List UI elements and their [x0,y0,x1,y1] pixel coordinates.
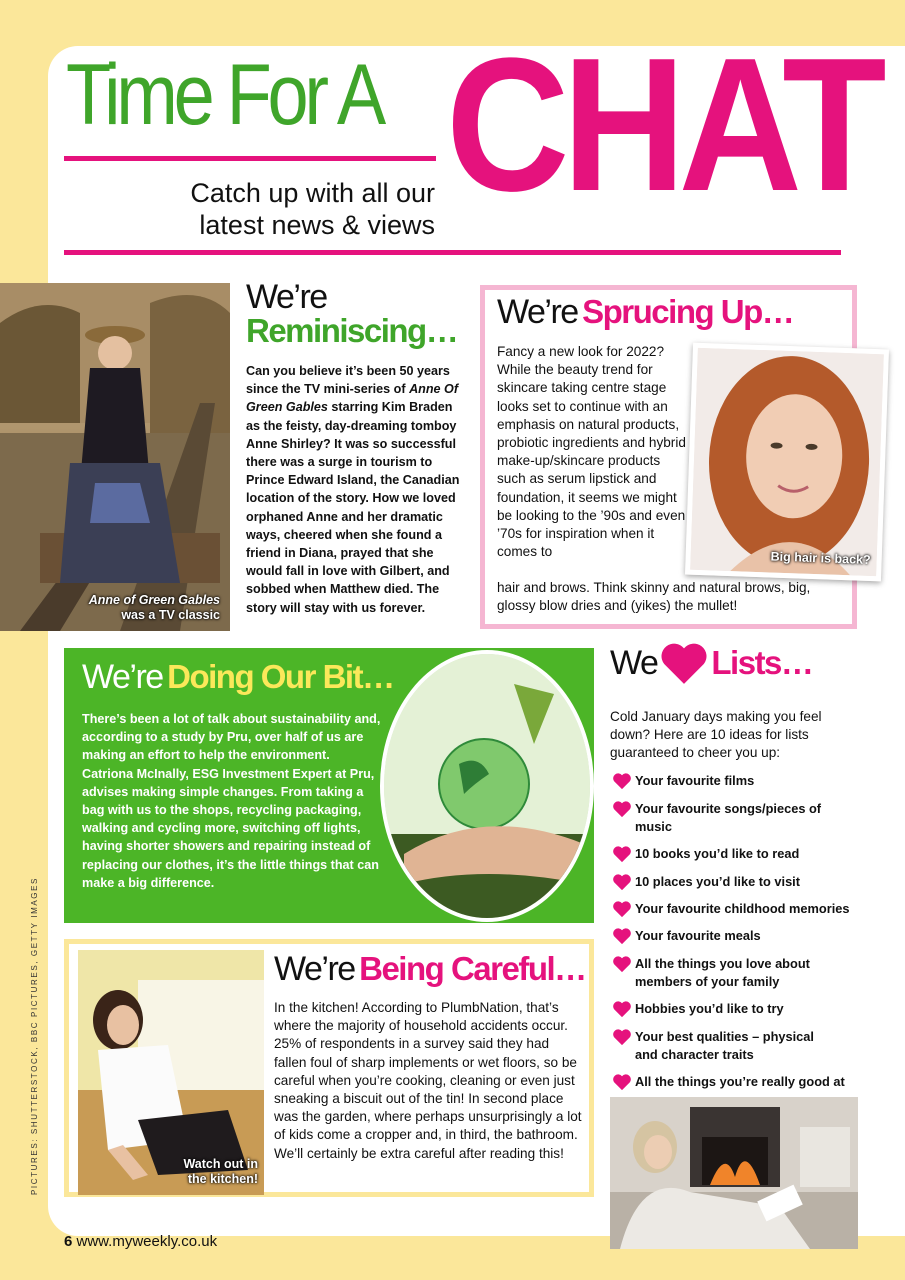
list-item: Your favourite films [612,772,872,790]
list-item: Your favourite childhood memories [612,900,872,918]
photo-credits: PICTURES: SHUTTERSTOCK, BBC PICTURES, GETTY IMAGES [30,877,39,1195]
caption-line1: Anne of Green Gables [88,593,220,607]
list-item: 10 books you’d like to read [612,845,872,863]
lists-heading: We Lists… [610,640,812,686]
site-url: www.myweekly.co.uk [76,1233,218,1250]
reminiscing-were: We’re [246,278,327,316]
page-number: 6 [64,1233,73,1250]
anne-of-green-gables-photo [0,283,230,631]
caption-line2: the kitchen! [187,1172,258,1186]
heart-bullet-icon [612,927,632,945]
careful-photo-caption [183,1157,258,1187]
header-subtitle [150,178,435,242]
subtitle-line1: Catch up with all our [190,178,435,208]
big-hair-photo [685,343,889,582]
heart-icon [659,640,709,686]
caption-line2: was a TV classic [121,608,220,622]
heart-bullet-icon [612,1000,632,1018]
list-item: Hobbies you’d like to try [612,1000,872,1018]
heart-bullet-icon [612,873,632,891]
sprucing-body: Fancy a new look for 2022? While the beauty trend for skincare taking centre stage looks set to continue with an emphasis on natural products, probiotic ingredients and hybrid make-up/skincare products such as serum lipstick and foundation, it seems we might be looking to the ’90s and even ’70s for inspiration when it comes to [497,344,686,560]
careful-body: In the kitchen! According to PlumbNation, that’s where the majority of household accidents occur. 25% of respondents in a survey said they had fallen foul of sharp implements or wet floors, so be careful when you’re cooking, cleaning or even just sneaking a biscuit out of the tin! In second place was the garden, where perhaps unsurprisingly a lot of kids come a cropper and, in third, the bathroom. We’ll certainly be extra careful after reading this! [274,1000,582,1161]
list-item: Your favourite songs/pieces of music [612,800,872,836]
woman-reading-photo [610,1097,858,1249]
caption-line1: Watch out in [183,1157,258,1171]
list-item: Your best qualities – physical and character traits [612,1028,872,1064]
reminiscing-heading: Reminiscing… [246,312,458,349]
sprucing-body-continued: hair and brows. Think skinny and natural brows, big, glossy blow dries and (yikes) the mullet! [497,580,811,614]
list-item: All the things you’re really good at [612,1073,872,1091]
header-title-part1: Time For A [66,47,382,143]
doing-bit-body: There’s been a lot of talk about sustainability and, according to a study by Pru, over half of us are making an effort to help the environment. Catriona McInally, ESG Investment Expert at Pru, advises making simple changes. From taking a bag with us to the shops, recycling packaging, walking and cycling more, switching off lights, having shorter showers and repairing instead of replacing our clothes, it’s the little things that can make a big difference. [82,712,381,890]
heart-bullet-icon [612,800,632,818]
careful-heading: We’re Being Careful… [274,950,586,988]
doing-bit-heading: We’re Doing Our Bit… [82,658,394,696]
reminiscing-photo-caption [89,593,220,623]
list-item: 10 places you’d like to visit [612,873,872,891]
reminiscing-body: Can you believe it’s been 50 years since the TV mini-series of Anne Of Green Gables starring Kim Braden as the feisty, day-dreaming tomboy Anne Shirley? It was so successful there was a surge in tourism to Prince Edward Island, the Canadian location of the story. How we loved orphaned Anne and her dramatic ways, cheered when she found a friend in Diana, prayed that she would fall in love with Gilbert, and sobbed when Matthew died. The story will stay with us forever. [246,364,460,615]
heart-bullet-icon [612,845,632,863]
globe-in-hand-photo [380,650,594,922]
list-item: All the things you love about members of your family [612,955,872,991]
heart-bullet-icon [612,1073,632,1091]
list-item: Your favourite meals [612,927,872,945]
sprucing-heading: We’re Sprucing Up… [497,293,794,331]
header-divider-top [64,156,436,161]
header-title-chat: CHAT [446,19,880,231]
kitchen-fall-photo [78,950,264,1195]
sprucing-photo-caption: Big hair is back? [770,549,871,567]
subtitle-line2: latest news & views [199,209,435,240]
heart-bullet-icon [612,772,632,790]
heart-bullet-icon [612,955,632,973]
footer [64,1233,217,1250]
lists-intro: Cold January days making you feel down? Here are 10 ideas for lists guaranteed to cheer you up: [610,709,822,761]
header-divider-bottom [64,250,841,255]
heart-bullet-icon [612,900,632,918]
heart-bullet-icon [612,1028,632,1046]
